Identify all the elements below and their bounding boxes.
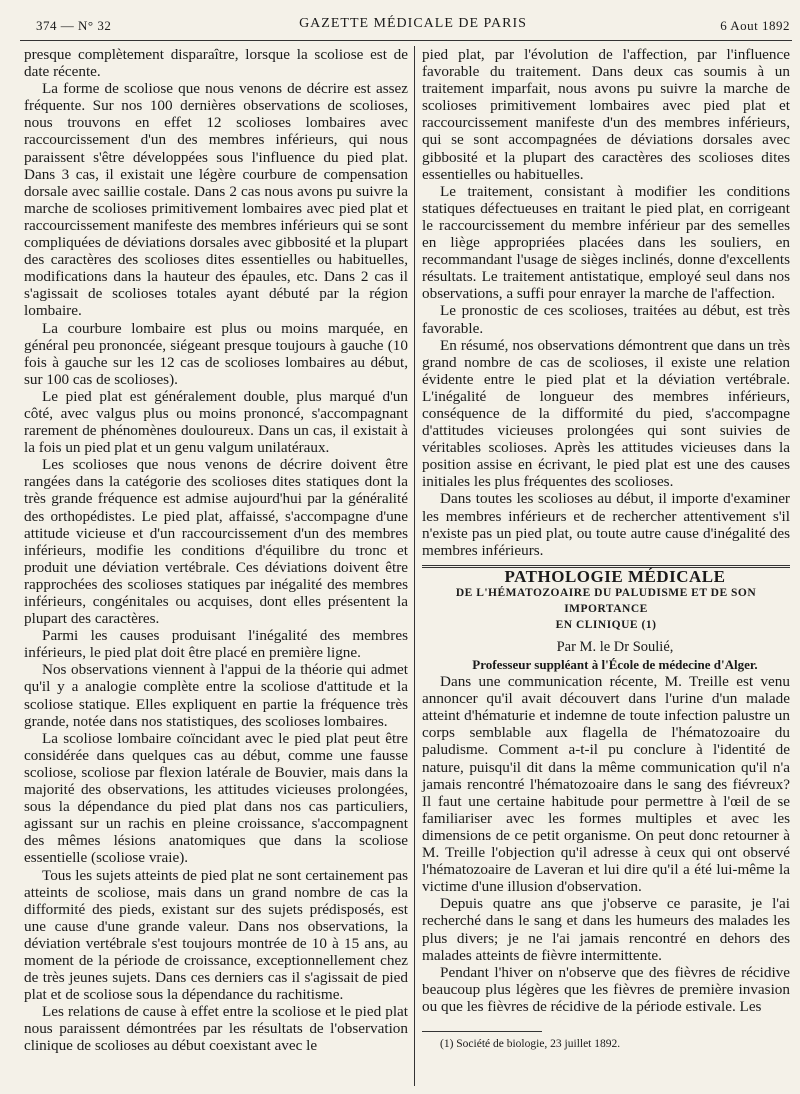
paragraph: Le traitement, consistant à modifier les conditions statiques défectueuses en traitant le pied plat, en corrigeant le raccourcissement du membre inférieur par des semelles en liège appropriées placées dans les souliers, en recommandant l'usage de sièges inclinés, donne d'excellents résultats. Le traitement antistatique, employé seul dans nos observations, a suffi pour enrayer la marche de l'affection. bbox=[422, 182, 790, 303]
paragraph: Nos observations viennent à l'appui de la théorie qui admet qu'il y a analogie complète entre la scoliose d'attitude et la scoliose statique. Elles expliquent en partie la fréquence très grande, notée dans nos statistiques, des scolioses lombaires. bbox=[24, 661, 408, 730]
author: Par M. le Dr Soulié, bbox=[556, 638, 674, 655]
subtitle-line: DE L'HÉMATOZOAIRE DU PALUDISME ET DE SON IMPORTANCE bbox=[455, 586, 757, 615]
paragraph: Tous les sujets atteints de pied plat ne sont certainement pas atteints de scoliose, mais dans un grand nombre de cas la difformité des pieds, existant sur des sujets prédisposés, est une cause d'une grande valeur. Dans nos observations, la déviation vertébrale s'est toujours montrée de 10 à 15 ans, au moment de la période de croissance, exceptionnellement chez de très jeunes sujets. Dans ces derniers cas il s'agissait de pied plat et de scoliose sous la dépendance du rachitisme. bbox=[24, 866, 408, 1004]
paragraph: Depuis quatre ans que j'observe ce parasite, je l'ai recherché dans le sang et dans les humeurs des malades les plus divers; je ne l'ai jamais rencontré en dehors des malades atteints de fièvre intermittente. bbox=[422, 895, 790, 964]
right-column bbox=[422, 46, 790, 1053]
section-title: PATHOLOGIE MÉDICALE bbox=[504, 566, 726, 586]
journal-title: GAZETTE MÉDICALE DE PARIS bbox=[299, 16, 527, 31]
paragraph: En résumé, nos observations démontrent que dans un très grand nombre de cas de scolioses, il existe une relation évidente entre le pied plat et la déviation vertébrale. L'inégalité de longueur des membres inférieurs, conséquence de la difformité du pied, s'accompagne d'attitudes vicieuses prolongées qui sont suivies de véritables scolioses. Après les attitudes vicieuses dans la position assise en écrivant, le pied plat est une des causes initiales les plus fréquentes des scolioses. bbox=[422, 336, 790, 491]
paragraph: La scoliose lombaire coïncidant avec le pied plat peut être considérée dans quelques cas au début, comme une fausse scoliose, scoliose par flexion latérale de Bouvier, mais dans la majorité des observations, les attitudes vicieuses prolongées, sous la dépendance du pied plat dans nos cas particuliers, agissant sur un rachis en pleine croissance, s'accompagnent des mêmes lésions anatomiques que dans la scoliose essentielle (scoliose vraie). bbox=[24, 729, 408, 867]
paragraph: presque complètement disparaître, lorsque la scoliose est de date récente. bbox=[24, 46, 408, 81]
left-column bbox=[24, 46, 408, 1055]
article-subtitle bbox=[422, 585, 790, 633]
page-number: 374 — N° 32 bbox=[36, 18, 112, 33]
paragraph: Les relations de cause à effet entre la scoliose et le pied plat nous paraissent démontrées par les résultats de l'observation clinique de scolioses au début coexistant avec le bbox=[24, 1003, 408, 1055]
paragraph: Dans une communication récente, M. Treille est venu annoncer qu'il avait découvert dans l'urine d'un malade atteint d'hématurie et indemne de toute infection palustre un corps semblable aux flagella de l'hématozoaire du paludisme. Comment a-t-il pu conclure à l'identité de nature, puisqu'il dit dans la même communication qu'il n'a jamais rencontré l'hématozoaire dans le sang des fiévreux? Il faut une certaine habitude pour permettre à l'œil de se familiariser avec les formes multiples et avec les dimensions de ce petit organisme. On peut donc retourner à M. Treille l'objection qu'il adresse à ceux qui ont observé l'hématozoaire de Laveran et lui dire qu'il a été lui-même la victime d'une illusion d'observation. bbox=[422, 673, 790, 896]
footnote-rule bbox=[422, 1031, 542, 1032]
page-header bbox=[36, 16, 790, 38]
paragraph: Parmi les causes produisant l'inégalité des membres inférieurs, le pied plat doit être placé en première ligne. bbox=[24, 627, 408, 662]
paragraph: La courbure lombaire est plus ou moins marquée, en général peu prononcée, siégeant presque toujours à gauche (10 fois à gauche sur les 12 cas de scolioses lombaires au début, sur 100 cas de scolioses). bbox=[24, 319, 408, 388]
author-affiliation: Professeur suppléant à l'École de médecine d'Alger. bbox=[472, 657, 758, 672]
footnote-ref: (1) bbox=[641, 618, 657, 631]
paragraph: Les scolioses que nous venons de décrire doivent être rangées dans la catégorie des scolioses dites statiques dont la très grande fréquence est admise aujourd'hui par la généralité des orthopédistes. Le pied plat, affaissé, s'accompagne d'une attitude vicieuse et d'un raccourcissement d'un des membres inférieurs, modifie les conditions d'équilibre du tronc et produit une déviation vertébrale. Ces déviations doivent être rapprochées des scolioses statiques par inégalité des membres inférieurs, congénitales ou acquises, dont elles présentent la plupart des caractères. bbox=[24, 456, 408, 628]
header-rule bbox=[20, 40, 792, 41]
paragraph: pied plat, par l'évolution de l'affection, par l'influence favorable du traitement. Dans deux cas soumis à un traitement imparfait, nous avons pu suivre la marche de scolioses primitivement lombaires avec pied plat et raccourcissement manifeste d'un des membres inférieurs, qui se sont accompagnées de déviations dorsales avec gibbosité et la plupart des caractères des scolioses dites essentielles ou habituelles. bbox=[422, 46, 790, 183]
column-divider bbox=[414, 46, 415, 1086]
paragraph: Dans toutes les scolioses au début, il importe d'examiner les membres inférieurs et de rechercher attentivement s'il n'existe pas un pied plat, ou toute autre cause d'inégalité des membres inférieurs. bbox=[422, 490, 790, 559]
subtitle-line: EN CLINIQUE bbox=[555, 618, 639, 631]
footnote: (1) Société de biologie, 23 juillet 1892. bbox=[440, 1037, 621, 1050]
paragraph: Le pronostic de ces scolioses, traitées au début, est très favorable. bbox=[422, 302, 790, 337]
paragraph: La forme de scoliose que nous venons de décrire est assez fréquente. Sur nos 100 dernières observations de scolioses, nous trouvons en effet 12 scolioses lombaires avec raccourcissement d'un des membres inférieurs, qui nous paraissent s'être développées sous l'influence du pied plat. Dans 3 cas, il existait une légère courbure de compensation dorsale avec saillie costale. Dans 2 cas nous avons pu suivre la marche de scolioses primitivement lombaires avec pied plat et raccourcissement manifeste des membres inférieurs qui se sont compliquées de déviations dorsales avec gibbosité et la plupart des caractères des scolioses dites essentielles ou habituelles, modifications dans la hauteur des épaules, etc. Dans 2 cas il s'agissait de scolioses totales ayant débuté par la région lombaire. bbox=[24, 80, 408, 320]
issue-date: 6 Aout 1892 bbox=[720, 18, 790, 33]
paragraph: Pendant l'hiver on n'observe que des fièvres de récidive beaucoup plus légères que les fièvres de première invasion ou que les fièvres de récidive de la période estivale. Les bbox=[422, 963, 790, 1015]
paragraph: Le pied plat est généralement double, plus marqué d'un côté, avec valgus plus ou moins prononcé, s'accompagnant rarement de phénomènes douloureux. Dans un cas, il existait à la fois un pied plat et un genu valgum unilatéraux. bbox=[24, 387, 408, 457]
